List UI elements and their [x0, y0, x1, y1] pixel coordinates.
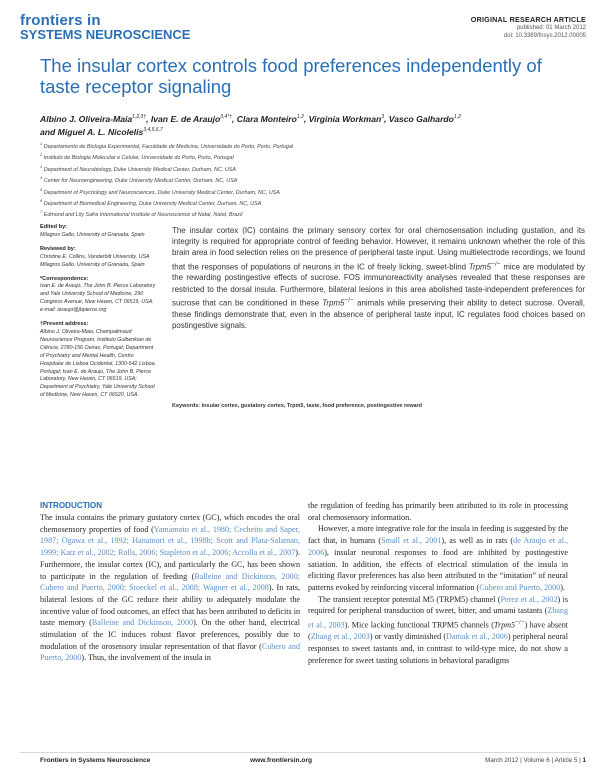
reviewed-by-block — [40, 246, 158, 270]
editorial-sidebar — [40, 224, 158, 406]
edited-by-text: Milagros Gallo, University of Granada, Spain — [40, 231, 145, 238]
edited-by-block — [40, 224, 158, 240]
present-address-block — [40, 321, 158, 400]
reviewed-by-text: Christine E. Collins, Vanderbilt University, USA Milagros Gallo, University of Granada, Spain — [40, 253, 150, 268]
affiliation: $^3$ Department of Neurobiology, Duke University Medical Center, Durham, NC, USA — [40, 163, 236, 173]
citation-link[interactable]: Cubero and Puerto, 2000 — [479, 582, 561, 592]
reviewed-by-label: Reviewed by: — [40, 245, 76, 252]
citation-link[interactable]: Zhang et al., 2003 — [308, 606, 568, 630]
abstract: The insular cortex (IC) contains the primary sensory cortex for oral chemosensation including gustation, and its integrity is required for appropriate control of feeding behavior. However, it remains unknown whether the role of this brain area in food selection relies on the presence of peripheral taste input. Using multielectrode recordings, we found that the responses of populations of neurons in the IC of freely licking, sweet-blind Trpm5−/− mice are modulated by the rewarding postingestive effects of sucrose. FOS immunoreactivity analyses revealed that these responses are restricted to the dorsal insula. Furthermore, bilateral lesions in this area abolished taste-independent preferences for sucrose that can be conditioned in these Trpm5−/− animals while preserving their ability to detect sucrose. Overall, these findings demonstrate that, even in the absence of peripheral taste input, IC regulates food choices based on postingestive signals. — [172, 226, 585, 330]
affiliation: $^7$ Edmond and Lily Safra International Institute of Neuroscience of Natal, Natal, Brazil — [40, 209, 243, 219]
affiliation: $^4$ Center for Neuroengineering, Duke University Medical Center, Durham, NC, USA — [40, 175, 238, 184]
footer-url[interactable]: www.frontiersin.org — [250, 757, 313, 764]
author[interactable]: Clara Monteiro$^{1,2}$ — [236, 113, 304, 124]
affiliation: $^1$ Departamento de Biologia Experimental, Faculdade de Medicina, Universidade do Porto, Porto, Portugal — [40, 141, 294, 150]
body-column-right — [308, 500, 568, 667]
page-number: 1 — [582, 757, 586, 764]
section-heading-introduction: INTRODUCTION — [40, 501, 103, 510]
present-address-text: Albino J. Oliveira-Maia, Champalimaud Neuroscience Program, Instituto Gulbenkian de Ciência, 2780-156 Oeiras, Portugal; Department of Psychiatry and Mental Health, Centro Hospitalar de Lisboa Ocidental, 1300-542 Lisboa, Portugal; Ivan E. de Araujo, The John B. Pierce Laboratory, New Haven, CT 06519, USA; Department of Psychiatry, Yale University School of Medicine, New Haven, CT 06520, USA. — [40, 328, 157, 399]
author[interactable]: Albino J. Oliveira-Maia$^{1,2,3\dagger}$ — [40, 113, 147, 124]
author-list: Albino J. Oliveira-Maia$^{1,2,3\dagger}$, Ivan E. de Araujo$^{3,4*\dagger}$, Clara Monteiro$^{1,2}$, Virginia Workman$^3$, Vasco Galhardo$^{1,2}$ and Miguel A. L. Nicolelis$^{3,4,5,6,7}$ — [40, 113, 461, 137]
citation-link[interactable]: Balleine and Dickinson, 2000 — [91, 618, 194, 628]
citation-link[interactable]: Balleine and Dickinson, 2000; Cubero and Puerto, 2000; Stoeckel et al., 2008; Wagner et al., 2008 — [40, 571, 300, 593]
keywords — [172, 402, 585, 410]
body-paragraph: The transient receptor potential M5 (TRPM5) channel (Perez et al., 2002) is required for peripheral transduction of sweet, bitter, and umami tastants (Zhang et al., 2003). Mice lacking functional TRPM5 channels (Trpm5−/−) have absent (Zhang et al., 2003) or vastly diminished (Damak et al., 2006) peripheral neural responses to sweet tastants and, in contrast to wild-type mice, do not show a preference for sweet tasting solutions in behavioral paradigms — [308, 594, 569, 665]
footer-journal-name: Frontiers in Systems Neuroscience — [40, 757, 151, 764]
edited-by-label: Edited by: — [40, 224, 68, 230]
citation-link[interactable]: Small et al., 2001 — [381, 536, 442, 546]
author[interactable]: Ivan E. de Araujo$^{3,4*\dagger}$ — [150, 113, 232, 124]
body-paragraph: the regulation of feeding has primarily been attributed to its role in processing oral chemosensory information. — [308, 501, 568, 522]
citation-link[interactable]: Zhang et al., 2003 — [310, 632, 370, 642]
keywords-label: Keywords: — [172, 403, 201, 409]
body-paragraph: However, a more integrative role for the insula in feeding is suggested by the fact that, in humans (Small et al., 2001), as well as in rats (de Araujo et al., 2006), insular neuronal responses to food are inhibited by postingestive satiation. In addition, the effects of electrical stimulation of the insula in eliciting flavor preferences has also been attributed to the “imitation” of neural patterns evoked by reinforcing visceral information (Cubero and Puerto, 2000). — [308, 524, 569, 592]
correspondence-label: *Correspondence: — [40, 275, 89, 282]
doi: doi: 10.3389/fnsys.2012.00005 — [503, 33, 586, 39]
author[interactable]: and Miguel A. L. Nicolelis$^{3,4,5,6,7}$ — [40, 126, 163, 137]
journal-logo — [20, 13, 190, 41]
correspondence-block — [40, 276, 158, 316]
article-header-meta — [471, 16, 586, 40]
correspondence-text[interactable]: Ivan E. de Araujo, The John B. Pierce Laboratory and Yale University School of Medicine, 290 Congress Avenue, New Haven, CT 06519, USA. e-mail: iaraujo@jbpierce.org — [40, 283, 156, 314]
article-title: The insular cortex controls food preferences independently of taste receptor signaling — [40, 55, 542, 97]
present-address-label: †Present address: — [40, 321, 89, 328]
citation-link[interactable]: Perez et al., 2002 — [500, 594, 558, 604]
journal-logo-line1: frontiers in — [20, 12, 101, 29]
keywords-text: insular cortex, gustatory cortex, Trpm5, taste, food preference, postingestive reward — [201, 403, 423, 409]
citation-link[interactable]: Cubero and Puerto, 2000 — [40, 641, 300, 663]
citation-link[interactable]: de Araujo et al., 2006 — [308, 536, 569, 557]
affiliation: $^5$ Department of Psychology and Neurosciences, Duke University Medical Center, Durham, NC, USA — [40, 186, 280, 196]
citation-link[interactable]: Yamamoto et al., 1980; Cechetto and Saper, 1987; Ogawa et al., 1992; Hanamori et al., 1998b; Scott and Plata-Salaman, 1999; Katz et al., 2002; Rolls, 2006; Stapleton et al., 2006; Accolla et al., 2007 — [40, 524, 300, 558]
footer-divider — [20, 752, 580, 753]
article-type: ORIGINAL RESEARCH ARTICLE — [470, 15, 586, 24]
author[interactable]: Vasco Galhardo$^{1,2}$ — [388, 113, 461, 124]
body-column-left — [40, 500, 300, 664]
journal-logo-line2: SYSTEMS NEUROSCIENCE — [20, 27, 191, 42]
published-date: published: 01 March 2012 — [516, 25, 586, 31]
footer-issue-info: March 2012 | Volume 6 | Article 5 | 1 — [485, 757, 586, 764]
affiliation-list — [40, 140, 580, 220]
citation-link[interactable]: Damak et al., 2006 — [446, 632, 508, 642]
author[interactable]: Virginia Workman$^3$ — [308, 113, 385, 124]
affiliation: $^2$ Instituto de Biologia Molecular e Celular, Universidade do Porto, Porto, Portugal — [40, 152, 234, 162]
body-paragraph: The insula contains the primary gustatory cortex (GC), which encodes the oral chemosensory properties of food (Yamamoto et al., 1980; Cechetto and Saper, 1987; Ogawa et al., 1992; Hanamori et al., 1998b; Scott and Plata-Salaman, 1999; Katz et al., 2002; Rolls, 2006; Stapleton et al., 2006; Accolla et al., 2007). Furthermore, the insular cortex (IC), and particularly the GC, has been shown to participate in the regulation of feeding (Balleine and Dickinson, 2000; Cubero and Puerto, 2000; Stoeckel et al., 2008; Wagner et al., 2008). In rats, bilateral lesions of the GC reduce their ability to adequately modulate the incentive value of food outcomes, an effect that has been attributed to deficits in taste memory (Balleine and Dickinson, 2000). On the other hand, electrical stimulation of the IC induces robust flavor preferences, possibly due to modulation of the orosensory insular representation of that flavor (Cubero and Puerto, 2000). Thus, the involvement of the insula in — [40, 513, 301, 663]
affiliation: $^6$ Department of Biomedical Engineering, Duke University Medical Center, Durham, NC, USA — [40, 197, 262, 207]
